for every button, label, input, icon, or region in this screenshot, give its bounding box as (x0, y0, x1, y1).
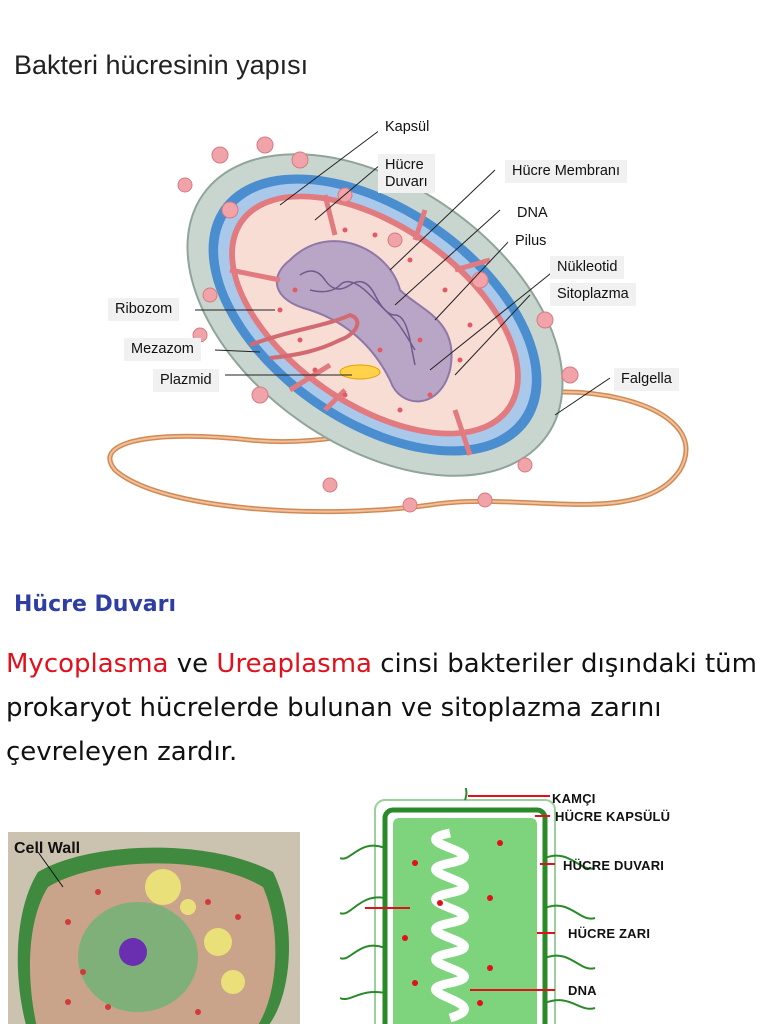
cell-photo-illustration (8, 832, 300, 1024)
page-title: Bakteri hücresinin yapısı (14, 50, 309, 80)
label-nukleotid: Nükleotid (550, 256, 624, 279)
label-mezazom: Mezazom (124, 338, 201, 361)
plasmid (340, 365, 380, 379)
connector-text: ve (168, 649, 217, 679)
cell-wall-photo (8, 832, 300, 1024)
highlight-mycoplasma: Mycoplasma (6, 649, 169, 679)
section-heading: Hücre Duvarı (14, 592, 177, 617)
label-pilus: Pilus (508, 230, 553, 253)
schematic-label-duvar: HÜCRE DUVARI (563, 858, 665, 873)
highlight-ureaplasma: Ureaplasma (216, 649, 372, 679)
cell-wall-label: Cell Wall (14, 840, 81, 857)
label-falgella: Falgella (614, 368, 679, 391)
schematic-label-dna: DNA (568, 983, 597, 998)
section-paragraph (6, 642, 766, 774)
label-hucre-duvari: Hücre Duvarı (378, 154, 435, 193)
label-ribozom: Ribozom (108, 298, 179, 321)
label-dna: DNA (510, 202, 555, 225)
schematic-label-kapsul: HÜCRE KAPSÜLÜ (555, 809, 671, 824)
schematic-label-zar: HÜCRE ZARI (568, 926, 651, 941)
label-kapsul: Kapsül (378, 116, 436, 139)
label-plazmid: Plazmid (153, 369, 219, 392)
label-sitoplazma: Sitoplazma (550, 283, 636, 306)
label-hucre-membrani: Hücre Membranı (505, 160, 627, 183)
schematic-label-kamci: KAMÇI (552, 791, 596, 806)
paragraph-text: cinsi bakteriler dışındaki tüm prokaryot hücrelerde bulunan ve sitoplazma zarını çevreleyen zardır. (6, 649, 757, 767)
